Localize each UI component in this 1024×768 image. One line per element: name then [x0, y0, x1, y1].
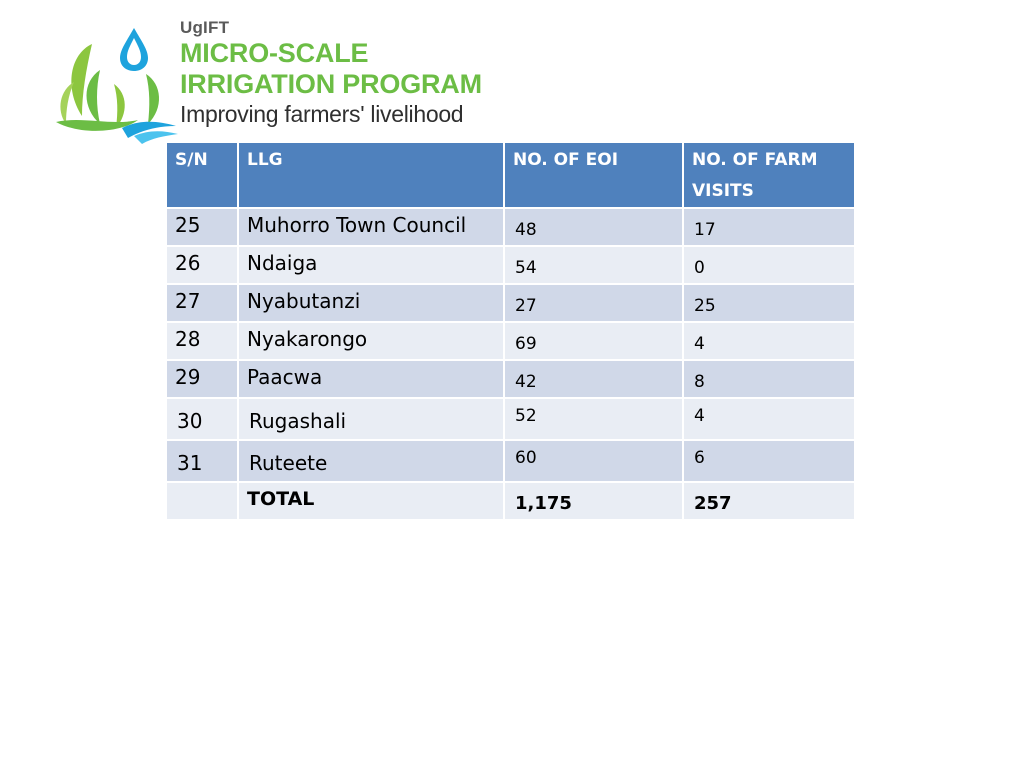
eoi-value: 42 [515, 372, 537, 392]
sn-value: 29 [175, 365, 201, 389]
logo-title-line1: MICRO-SCALE [180, 38, 369, 68]
llg-value: Ndaiga [247, 251, 318, 275]
cell-llg [238, 284, 504, 322]
visits-value: 8 [694, 372, 705, 392]
cell-sn [166, 482, 238, 520]
cell-visits [683, 360, 855, 398]
header-sn: S/N [166, 142, 238, 208]
sn-value: 26 [175, 251, 201, 275]
cell-eoi [504, 208, 683, 246]
header-eoi: NO. OF EOI [504, 142, 683, 208]
cell-visits [683, 208, 855, 246]
cell-llg [238, 398, 504, 440]
table-row [166, 284, 855, 322]
table-row [166, 360, 855, 398]
cell-sn [166, 246, 238, 284]
visits-value: 25 [694, 296, 716, 316]
cell-sn [166, 440, 238, 482]
cell-eoi [504, 440, 683, 482]
cell-sn [166, 398, 238, 440]
cell-llg [238, 208, 504, 246]
eoi-summary-table [165, 141, 856, 521]
cell-sn [166, 322, 238, 360]
visits-value: 0 [694, 258, 705, 278]
cell-eoi [504, 246, 683, 284]
sn-value: 25 [175, 213, 201, 237]
visits-value: 4 [694, 406, 705, 426]
table-row [166, 208, 855, 246]
table-row [166, 322, 855, 360]
llg-value: Nyabutanzi [247, 289, 361, 313]
cell-llg [238, 360, 504, 398]
eoi-value: 54 [515, 258, 537, 278]
cell-visits [683, 482, 855, 520]
table-row [166, 398, 855, 440]
eoi-value: 69 [515, 334, 537, 354]
cell-visits [683, 284, 855, 322]
cell-eoi [504, 322, 683, 360]
cell-llg [238, 482, 504, 520]
sn-value: 30 [177, 409, 203, 433]
table-total-row [166, 482, 855, 520]
visits-value: 6 [694, 448, 705, 468]
llg-value: Ruteete [249, 451, 328, 475]
leaf-emblem-icon [52, 24, 180, 144]
table-row [166, 440, 855, 482]
eoi-value: 60 [515, 448, 537, 468]
cell-llg [238, 440, 504, 482]
cell-eoi [504, 284, 683, 322]
cell-llg [238, 322, 504, 360]
total-label: TOTAL [247, 488, 315, 510]
cell-sn [166, 284, 238, 322]
logo-title-line2: IRRIGATION PROGRAM [180, 69, 482, 99]
visits-value: 4 [694, 334, 705, 354]
cell-eoi [504, 482, 683, 520]
cell-sn [166, 360, 238, 398]
sn-value: 27 [175, 289, 201, 313]
eoi-value: 52 [515, 406, 537, 426]
cell-visits [683, 322, 855, 360]
sn-value: 28 [175, 327, 201, 351]
cell-visits [683, 398, 855, 440]
cell-llg [238, 246, 504, 284]
cell-sn [166, 208, 238, 246]
llg-value: Paacwa [247, 365, 323, 389]
sn-value [167, 483, 237, 485]
table-row [166, 246, 855, 284]
cell-visits [683, 440, 855, 482]
program-logo [52, 18, 512, 144]
cell-eoi [504, 360, 683, 398]
logo-org-name: UgIFT [180, 18, 230, 37]
table-header-row [166, 142, 855, 208]
sn-value: 31 [177, 451, 203, 475]
eoi-value: 27 [515, 296, 537, 316]
cell-visits [683, 246, 855, 284]
llg-value: Muhorro Town Council [247, 213, 467, 237]
header-farm-visits: NO. OF FARM VISITS [683, 142, 855, 208]
header-llg: LLG [238, 142, 504, 208]
eoi-value: 48 [515, 220, 537, 240]
visits-value: 17 [694, 220, 716, 240]
llg-value: Nyakarongo [247, 327, 368, 351]
logo-tagline: Improving farmers' livelihood [180, 101, 464, 127]
llg-value: Rugashali [249, 409, 347, 433]
total-visits-value: 257 [694, 493, 732, 514]
total-eoi-value: 1,175 [515, 493, 572, 514]
cell-eoi [504, 398, 683, 440]
